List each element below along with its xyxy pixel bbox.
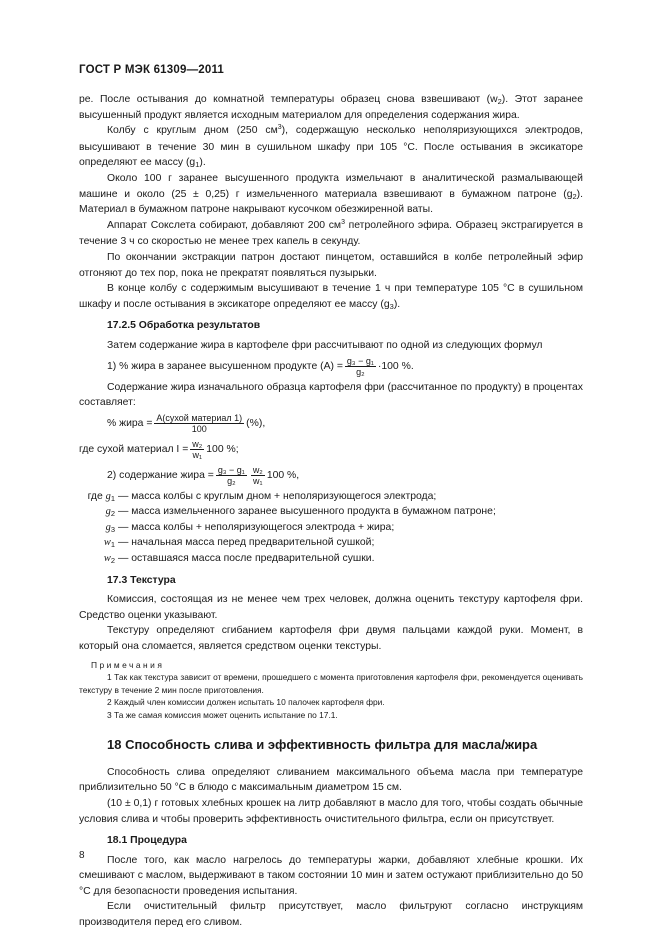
legend-row: w1 — начальная масса перед предварительной сушкой; xyxy=(103,537,375,550)
section-heading-17-3: 17.3 Текстура xyxy=(107,574,176,586)
legend-row: g3 — масса колбы + неполяризующегося электрода + жира; xyxy=(105,521,395,534)
notes-block xyxy=(79,659,583,722)
formula-2-fraction: $\frac{\text{А(сухой материал 1)}}{100}$ xyxy=(156,413,243,435)
formula-4-fraction-a: $\frac{\text{g₃ − g₁}}{\text{g₂}}$ xyxy=(217,465,245,487)
note-item: 1 Так как текстура зависит от времени, прошедшего с момента приготовления картофеля фри, рекомендуется оценивать текстуру в течение 2 мин после приготовления. xyxy=(79,672,583,695)
variable-legend xyxy=(79,489,583,567)
notes-title: Примечания xyxy=(91,659,165,670)
formula-2: % жира = $\frac{\text{А(сухой материал 1)}}{100}$ (%), xyxy=(107,413,266,435)
legend-row: g2 — масса измельченного заранее высушенного продукта в бумажном патроне; xyxy=(105,506,496,519)
note-item: 3 Та же самая комиссия может оценить испытание по 17.1. xyxy=(107,709,338,720)
formula-3: где сухой материал I = $\frac{\text{w₂}}{\text{w₁}}$ 100 %; xyxy=(79,439,239,461)
main-content xyxy=(79,92,583,931)
section-heading-18: 18 Способность слива и эффективность фильтра для масла/жира xyxy=(107,737,538,753)
legend-row: где g1 — масса колбы с круглым дном + неполяризующегося электрода; xyxy=(87,490,437,503)
formula-4-fraction-b: $\frac{\text{w₂}}{\text{w₁}}$ xyxy=(252,465,263,487)
formula-3-fraction: $\frac{\text{w₂}}{\text{w₁}}$ xyxy=(192,439,203,461)
paragraph-extraction-end: По окончании экстракции патрон достают пинцетом, оставшийся в колбе петролейный эфир отгоняют до тех пор, пока не прекратят появляться пузырьки. xyxy=(79,251,583,279)
paragraph-drain-ability: Способность слива определяют сливанием максимального объема масла при температуре приблизительно 50 °С в блюдо с максимальным диаметром 15 см. xyxy=(79,766,583,794)
paragraph-flask-drying: Колбу с круглым дном (250 $см^3$), содержащую несколько неполяризующихся электродов, высушивают в течение 30 мин в сушильном шкафу при 105 °С. После остывания в эксикаторе определяют ее массу (g1). xyxy=(79,124,583,170)
document-header: ГОСТ Р МЭК 61309—2011 xyxy=(79,64,225,76)
formula-1: 1) % жира в заранее высушенном продукте (А) = $\frac{\text{g₃ − g₁}}{\text{g₂}}$ ·100 %. xyxy=(107,356,414,377)
note-item: 2 Каждый член комиссии должен испытать 10 палочек картофеля фри. xyxy=(107,697,385,708)
page-number: 8 xyxy=(79,850,85,861)
paragraph-procedure: После того, как масло нагрелось до температуры жарки, добавляют хлебные крошки. Их смешивают с маслом, выдерживают в таком состоянии 10 мин и затем остужают приблизительно до 50 °С для безопасности проведения испытания. xyxy=(79,854,583,897)
paragraph-grinding: Около 100 г заранее высушенного продукта измельчают в аналитической размалывающей машине и около (25 ± 0,25) г измельченного материала взвешивают в бумажном патроне (g2). Материал в бумажном патроне накрывают кусочком обезжиренной ваты. xyxy=(79,172,583,216)
legend-row: w2 — оставшаяся масса после предварительной сушки. xyxy=(103,553,375,566)
paragraph-filter: Если очистительный фильтр присутствует, масло фильтруют согласно инструкциям производителя перед его сливом. xyxy=(79,901,583,929)
formula-1-fraction: $\frac{\text{g₃ − g₁}}{\text{g₂}}$ xyxy=(346,356,374,377)
formula-4: 2) содержание жира = $\frac{\text{g₃ − g₁}}{\text{g₂}}$ $\frac{\text{w₂}}{\text{w₁}}$ 100 %, xyxy=(107,465,300,487)
paragraph-bread-crumbs: (10 ± 0,1) г готовых хлебных крошек на литр добавляют в масло для того, чтобы создать обычные условия слива и чтобы проверить эффективность очистительного фильтра, если он присутствует. xyxy=(79,797,583,825)
paragraph-original-fat: Содержание жира изначального образца картофеля фри (рассчитанное по продукту) в процентах составляет: xyxy=(79,381,583,409)
paragraph-soxhlet: Аппарат Сокслета собирают, добавляют 200 $см^3$ петролейного эфира. Образец экстрагируется в течение 3 ч со скоростью не менее трех капель в секунду. xyxy=(79,218,584,248)
paragraph-texture-method: Текстуру определяют сгибанием картофеля фри двумя пальцами каждой руки. Момент, в который она сломается, является средством оценки текстуры. xyxy=(79,625,583,653)
section-heading-18-1: 18.1 Процедура xyxy=(107,835,187,847)
paragraph-formulas-intro: Затем содержание жира в картофеле фри рассчитывают по одной из следующих формул xyxy=(107,339,543,351)
section-heading-17-2-5: 17.2.5 Обработка результатов xyxy=(107,320,261,332)
paragraph-continuation: ре. После остывания до комнатной температуры образец снова взвешивают (w2). Этот заранее высушенный продукт является исходным материалом для определения содержания жира. xyxy=(79,94,583,121)
paragraph-final-drying: В конце колбу с содержимым высушивают в течение 1 ч при температуре 105 °С в сушильном шкафу и после остывания в эксикаторе определяют ее массу (g3). xyxy=(79,283,583,311)
paragraph-texture-panel: Комиссия, состоящая из не менее чем трех человек, должна оценить текстуру картофеля фри. Средство оценки указывают. xyxy=(79,594,583,621)
